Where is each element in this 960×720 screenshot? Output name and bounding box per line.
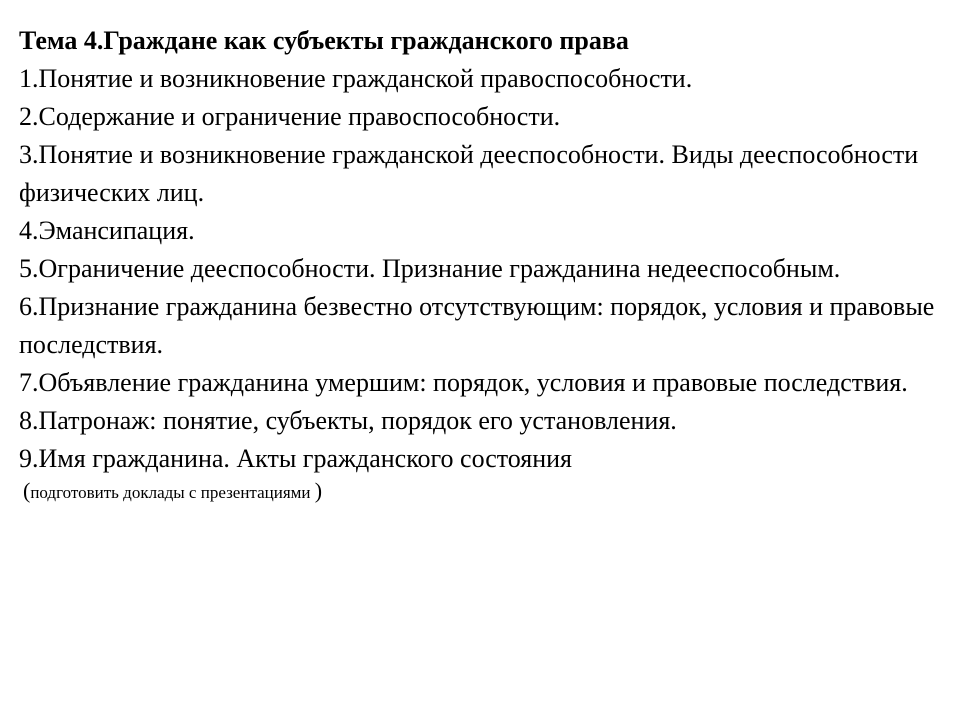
topic-item-7: 7.Объявление гражданина умершим: порядок, условия и правовые последствия. (19, 368, 908, 397)
topic-item-2: 2.Содержание и ограничение правоспособности. (19, 102, 561, 131)
topic-item-4: 4.Эмансипация. (19, 216, 195, 245)
topic-item-6: 6.Признание гражданина безвестно отсутствующим: порядок, условия и правовые последствия. (19, 292, 935, 359)
slide-title: Тема 4.Граждане как субъекты гражданского права (19, 26, 629, 55)
slide-content (19, 22, 939, 506)
topic-item-5: 5.Ограничение дееспособности. Признание гражданина недееспособным. (19, 254, 841, 283)
assignment-note (19, 478, 939, 506)
note-close-paren: ) (314, 478, 323, 503)
topic-item-1: 1.Понятие и возникновение гражданской правоспособности. (19, 64, 693, 93)
note-text: подготовить доклады с презентациями (30, 483, 315, 502)
topic-item-9: 9.Имя гражданина. Акты гражданского состояния (19, 444, 573, 473)
note-open-paren: ( (23, 478, 31, 503)
topic-item-8: 8.Патронаж: понятие, субъекты, порядок его установления. (19, 406, 677, 435)
topic-item-3: 3.Понятие и возникновение гражданской дееспособности. Виды дееспособности физических лиц. (19, 140, 919, 207)
topic-list (19, 60, 939, 478)
